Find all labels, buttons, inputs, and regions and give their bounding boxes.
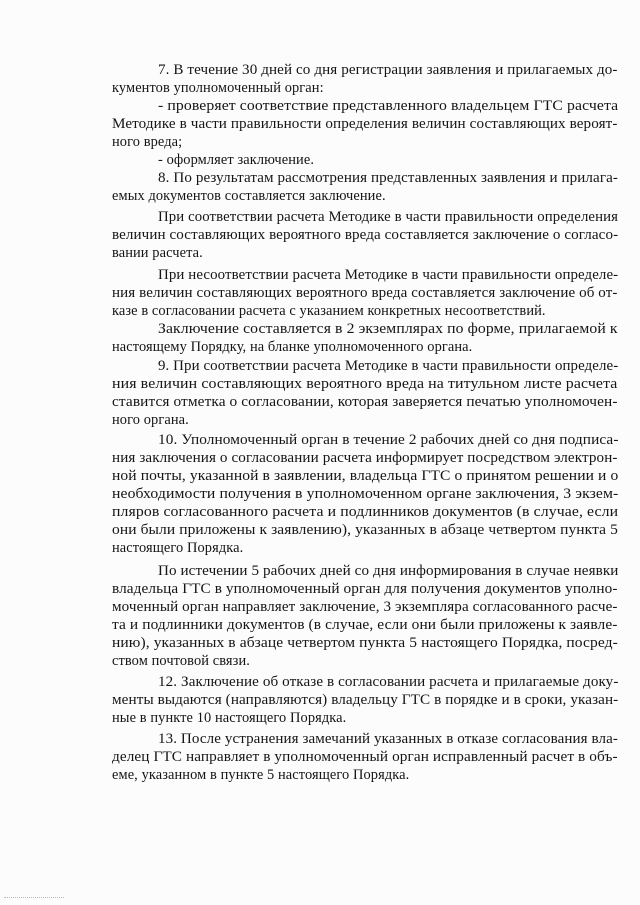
text-line: необходимости получения в уполномоченном органе заключения, 3 экзем- [112,486,619,502]
text-line: 8. По результатам рассмотрения представленных заявления и прилага- [158,170,618,186]
text-line: ставится отметка о согласовании, которая заверяется печатью уполномочен- [112,394,618,410]
scan-footer-mark [4,897,64,899]
text-line: - оформляет заключение. [158,152,315,168]
text-line: 9. При соответствии расчета Методике в части правильности определе- [158,358,619,374]
text-line: Заключение составляется в 2 экземплярах по форме, прилагаемой к [158,321,618,337]
text-line: ного вреда; [112,134,183,150]
text-line: владельца ГТС в уполномоченный орган для получения документов уполно- [112,581,618,597]
text-line: ния величин составляющих вероятного вреда составляется заключение об от- [112,285,618,301]
text-line: ния заключения о согласовании расчета информирует посредством электрон- [112,450,618,466]
text-line: - проверяет соответствие представленного владельцем ГТС расчета [158,98,619,114]
text-line: ные в пункте 10 настоящего Порядка. [112,710,347,726]
text-line: настоящему Порядку, на бланке уполномоченного органа. [112,339,473,355]
text-line: При несоответствии расчета Методике в части правильности определе- [158,267,619,283]
text-line: ной почты, указанной в заявлении, владельца ГТС о принятом решении и о [112,468,619,484]
text-line: емых документов составляется заключение. [112,188,386,204]
text-line: По истечении 5 рабочих дней со дня информирования в случае неявки [158,563,619,579]
text-line: они были приложены к заявлению), указанных в абзаце четвертом пункта 5 [112,522,618,538]
text-line: 10. Уполномоченный орган в течение 2 рабочих дней со дня подписа- [158,432,619,448]
text-line: делец ГТС направляет в уполномоченный орган исправленный расчет в объ- [112,749,618,765]
text-line: 13. После устранения замечаний указанных в отказе согласования вла- [158,731,618,747]
text-line: ством почтовой связи. [112,653,250,669]
text-line: 7. В течение 30 дней со дня регистрации заявления и прилагаемых до- [158,62,618,78]
text-line: моченный орган направляет заключение, 3 экземпляра согласованного расче- [112,599,618,615]
text-line: еме, указанном в пункте 5 настоящего Порядка. [112,767,410,783]
text-line: та и подлинники документов (в случае, если они были приложены к заявле- [112,617,618,633]
text-line: менты выдаются (направляются) владельцу ГТС в порядке и в сроки, указан- [112,692,619,708]
text-line: ния величин составляющих вероятного вреда на титульном листе расчета [112,376,618,392]
text-line: нию), указанных в абзаце четвертом пункта 5 настоящего Порядка, посред- [112,635,618,651]
text-line: казе в согласовании расчета с указанием конкретных несоответствий. [112,303,546,319]
text-line: 12. Заключение об отказе в согласовании расчета и прилагаемые доку- [158,674,619,690]
text-line: Методике в части правильности определения величин составляющих вероят- [112,116,618,132]
text-line: вании расчета. [112,245,203,261]
text-line: При соответствии расчета Методике в части правильности определения [158,209,619,225]
text-line: настоящего Порядка. [112,540,244,556]
text-line: пляров согласованного расчета и подлинников документов (в случае, если [112,504,619,520]
text-line: ного органа. [112,412,189,428]
text-line: кументов уполномоченный орган: [112,80,324,96]
text-line: величин составляющих вероятного вреда составляется заключение о согласо- [112,227,619,243]
